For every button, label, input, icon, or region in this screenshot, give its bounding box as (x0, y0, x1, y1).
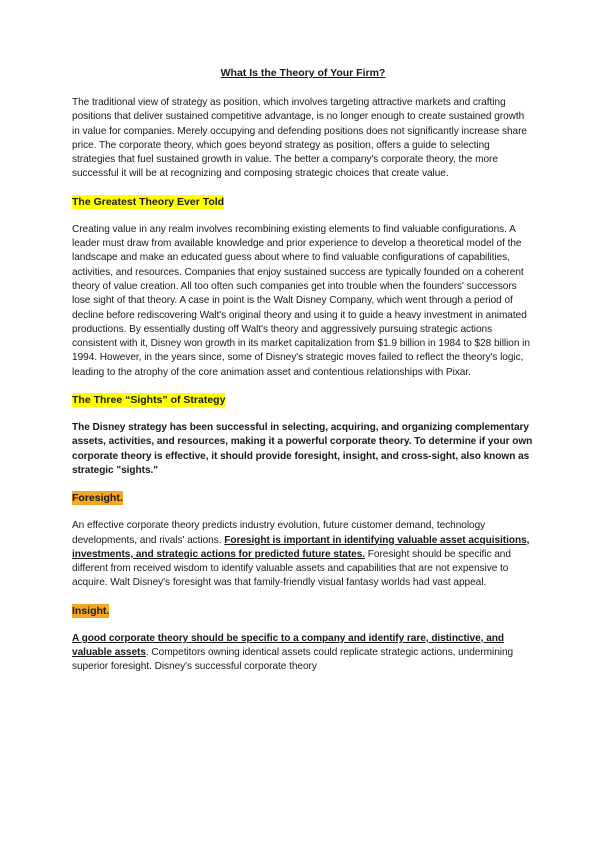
section-heading-greatest-theory (72, 195, 534, 209)
section-heading-three-sights-text: The Three “Sights” of Strategy (72, 394, 226, 407)
greatest-theory-paragraph: Creating value in any realm involves recombining existing elements to find valuable configurations. A leader must draw from available knowledge and prior experience to develop a theoretical model of the landscape and make an educated guess about where to find valuable configurations of capabilities, activities, and resources. Companies that enjoy sustained success are typically founded on a coherent theory of value creation. All too often such companies get into trouble when the founders' successors lose sight of that theory. A case in point is the Walt Disney Company, which went through a period of decline before rediscovering Walt's original theory and using it to guide a heavy investment in animated productions. By essentially dusting off Walt's theory and aggressively pursuing strategic actions consistent with it, Disney won growth in its market capitalization from $1.9 billion in 1984 to $28 billion in 1994. However, in the years since, some of Disney's strategic moves failed to reflect the theory's logic, leading to the atrophy of the core animation asset and contentious relationships with Pixar. (72, 223, 530, 378)
intro-paragraph: The traditional view of strategy as position, which involves targeting attractive markets and crafting positions that deliver sustained competitive advantage, is no longer enough to create sustained growth in value for companies. Merely occupying and defending positions does not significantly increase share price. The corporate theory, which goes beyond strategy as position, offers a guide to selecting strategies that fuel sustained growth in value. The better a company's corporate theory, the more successful it will be at recognizing and composing strategic choices that create value. (72, 97, 527, 180)
document-title: What Is the Theory of Your Firm? (220, 67, 386, 79)
foresight-text-end: Foresight should be specific and different from received wisdom to identify valuable assets and capabilities that are not expensive to acquire. Walt Disney's foresight was that family-friendly visual fantasy worlds had vast appeal. (72, 548, 511, 589)
three-sights-paragraph: The Disney strategy has been successful in selecting, acquiring, and organizing complementary assets, activities, and resources, making it a powerful corporate theory. To determine if your own corporate theory is effective, it should provide foresight, insight, and cross-sight, also known as strategic "sights." (72, 422, 533, 476)
section-heading-insight-text: Insight. (72, 604, 110, 617)
foresight-paragraph (72, 519, 534, 590)
insight-paragraph (72, 632, 534, 675)
section-heading-foresight-text: Foresight. (72, 492, 123, 505)
section-heading-insight (72, 604, 534, 618)
insight-text-end: . Competitors owning identical assets could replicate strategic actions, undermining superior foresight. Disney's successful corporate theory (72, 647, 514, 673)
foresight-text-start: An effective corporate theory predicts industry evolution, future customer demand, technology developments, and rivals' actions. (72, 520, 486, 546)
section-heading-foresight (72, 491, 534, 505)
insight-emphasis: A good corporate theory should be specific to a company and identify rare, distinctive, and valuable assets (72, 632, 504, 659)
section-heading-three-sights (72, 393, 534, 407)
document-page (72, 66, 534, 675)
section-heading-greatest-theory-text: The Greatest Theory Ever Told (72, 195, 225, 208)
foresight-emphasis: Foresight is important in identifying valuable asset acquisitions, investments, and strategic actions for predicted future states. (72, 534, 530, 560)
